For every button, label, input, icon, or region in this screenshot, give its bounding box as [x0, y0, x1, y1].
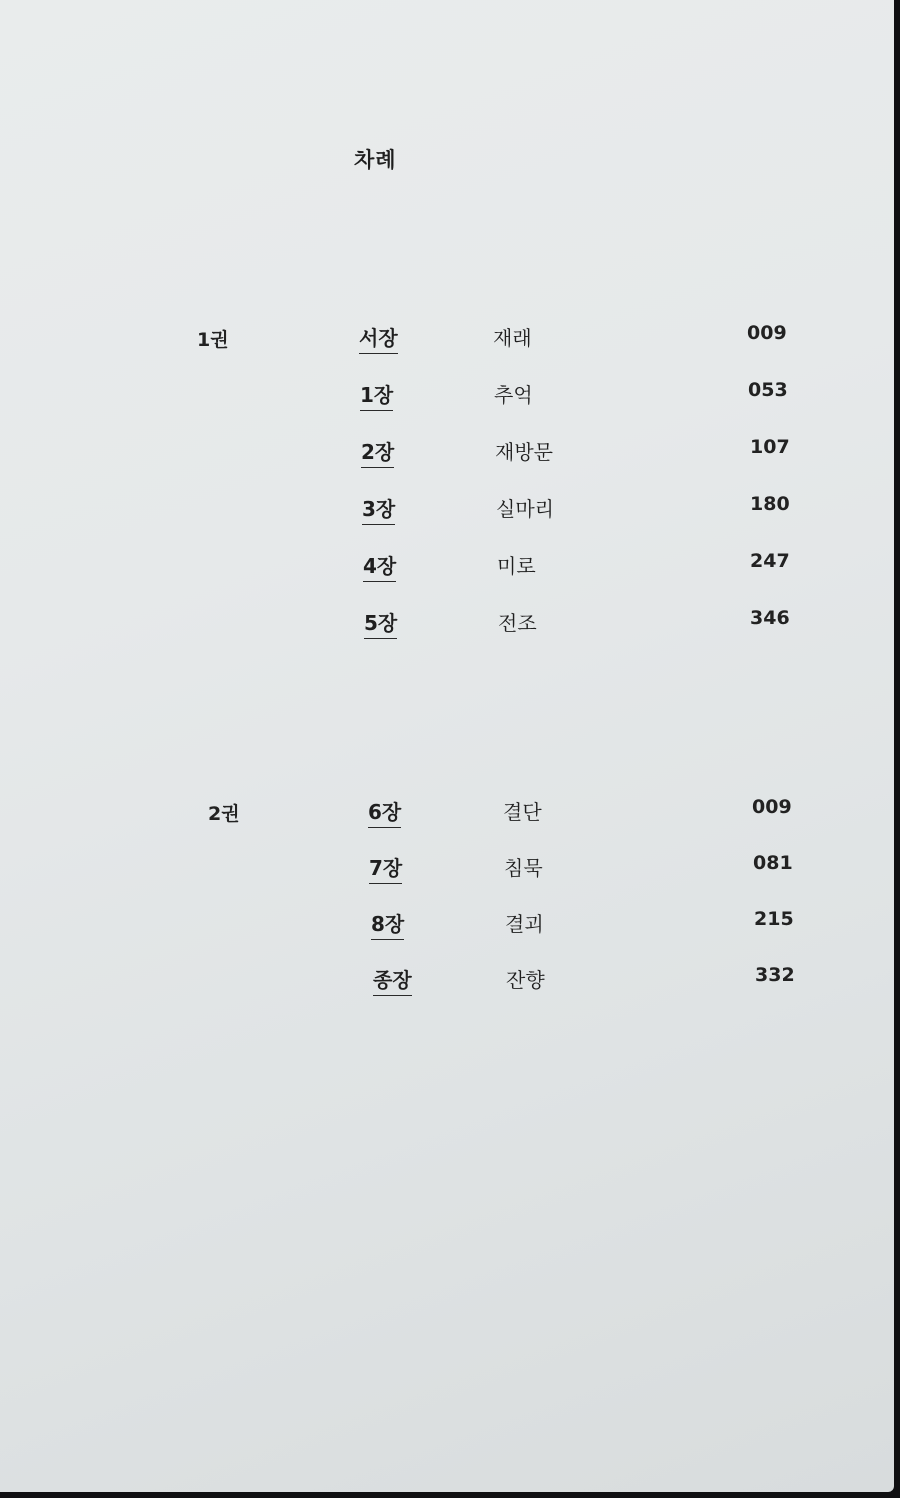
- chapter-title: 재방문: [495, 440, 553, 464]
- toc-title: 차례: [354, 148, 397, 172]
- toc-entry: [0, 796, 900, 828]
- chapter-title: 재래: [493, 326, 532, 350]
- volume-label: 1권: [197, 329, 229, 351]
- page-number: 215: [754, 908, 794, 930]
- chapter-title: 침묵: [504, 856, 543, 880]
- chapter-number: 3장: [362, 493, 395, 525]
- chapter-number: 8장: [371, 908, 404, 940]
- page-number: 247: [750, 550, 790, 572]
- page-number: 332: [755, 964, 795, 986]
- toc-entry: [0, 607, 900, 639]
- toc-entry: [0, 550, 900, 582]
- chapter-number: 서장: [359, 322, 398, 354]
- page-number: 053: [748, 379, 788, 401]
- page-number: 107: [750, 436, 790, 458]
- page-number: 009: [747, 322, 787, 344]
- chapter-title: 결단: [503, 800, 542, 824]
- toc-entry: [0, 493, 900, 525]
- chapter-number: 종장: [373, 964, 412, 996]
- chapter-number: 1장: [360, 379, 393, 411]
- page-number: 180: [750, 493, 790, 515]
- toc-entry: [0, 908, 900, 940]
- chapter-title: 잔향: [506, 968, 545, 992]
- toc-entry: [0, 379, 900, 411]
- chapter-number: 5장: [364, 607, 397, 639]
- page-number: 346: [750, 607, 790, 629]
- page-number: 009: [752, 796, 792, 818]
- toc-entry: [0, 964, 900, 996]
- chapter-title: 미로: [497, 554, 536, 578]
- chapter-number: 7장: [369, 852, 402, 884]
- toc-entry: [0, 852, 900, 884]
- toc-entry: [0, 322, 900, 354]
- volume-label: 2권: [208, 803, 240, 825]
- chapter-title: 전조: [498, 611, 537, 635]
- toc-entry: [0, 436, 900, 468]
- page-number: 081: [753, 852, 793, 874]
- chapter-number: 4장: [363, 550, 396, 582]
- chapter-number: 6장: [368, 796, 401, 828]
- chapter-title: 결괴: [505, 912, 544, 936]
- chapter-title: 추억: [494, 383, 533, 407]
- chapter-title: 실마리: [496, 497, 554, 521]
- chapter-number: 2장: [361, 436, 394, 468]
